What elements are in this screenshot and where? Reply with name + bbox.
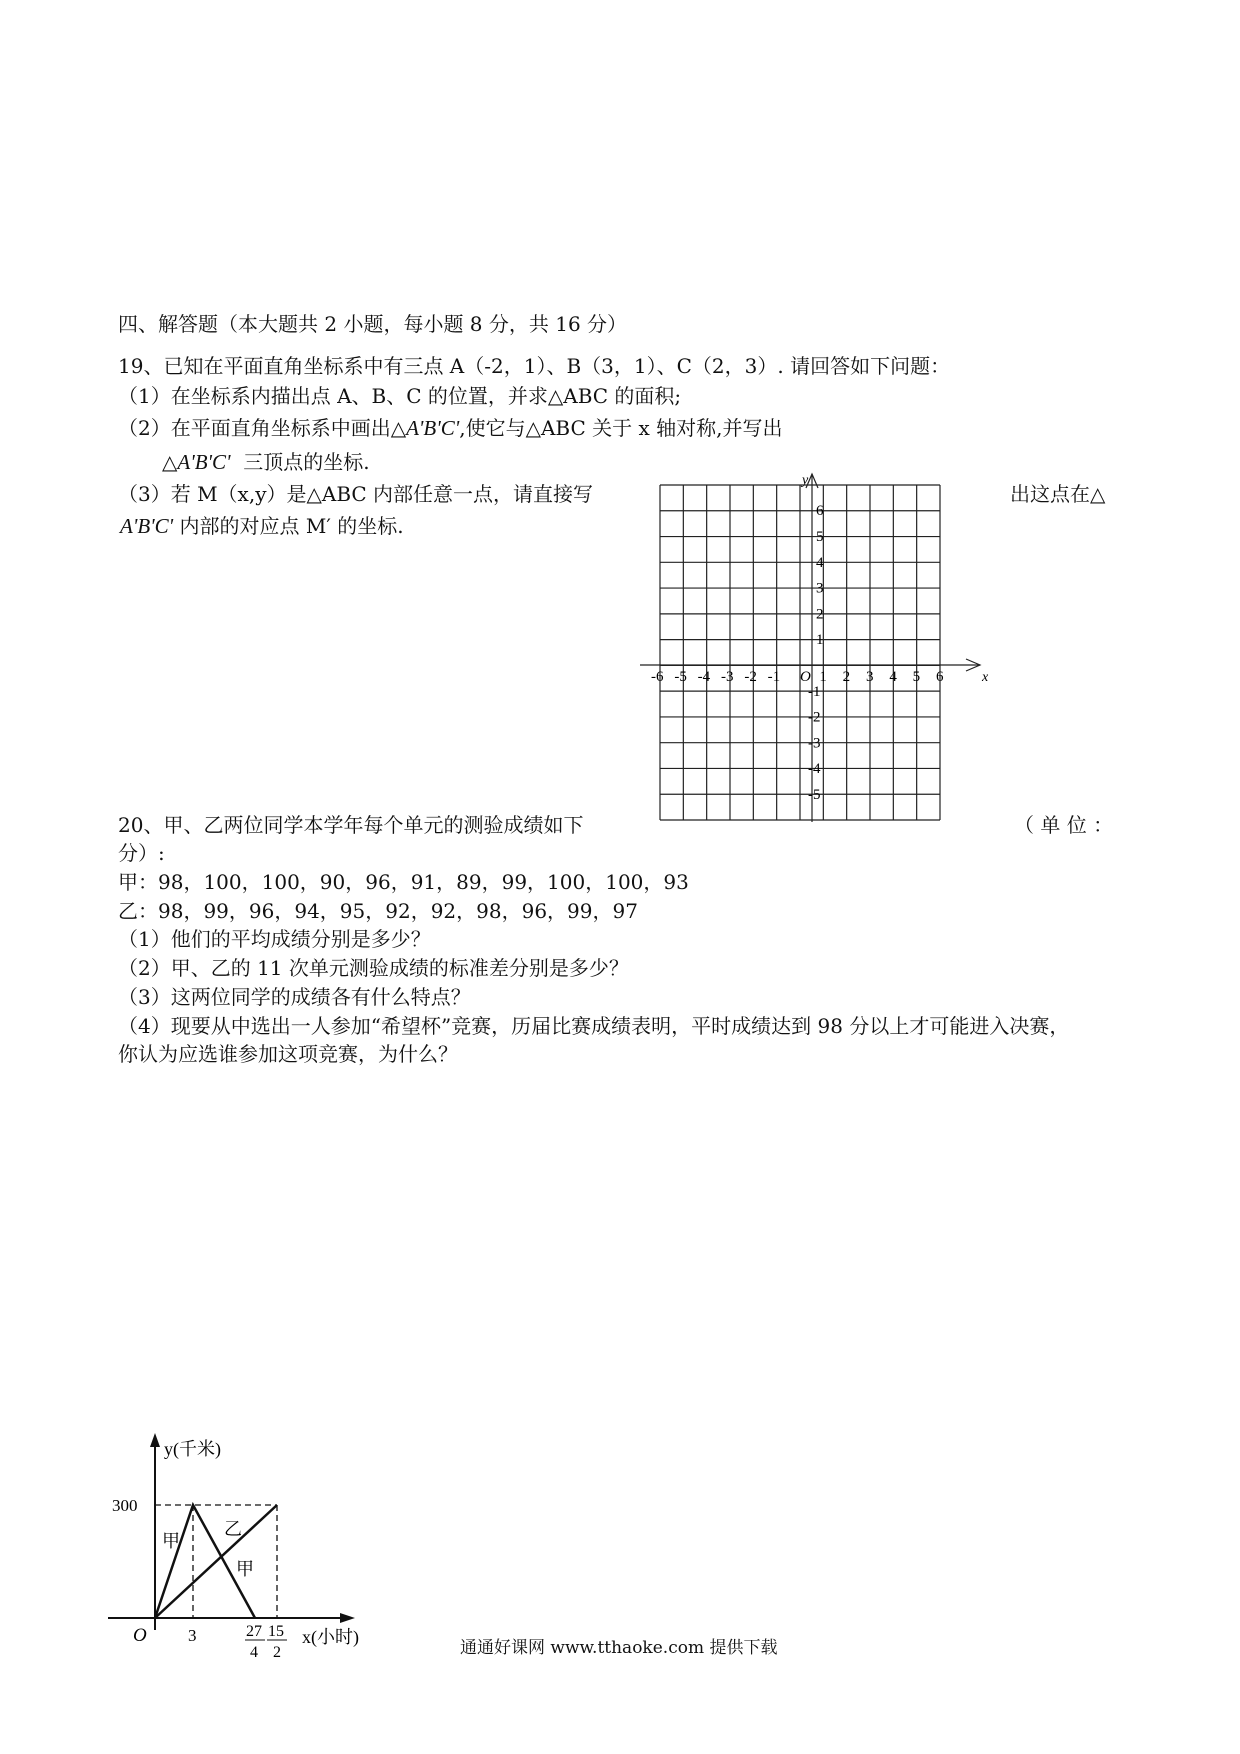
x-tick-label: 1: [819, 669, 827, 685]
q19-part2: [118, 415, 783, 441]
y-axis-label: y: [802, 473, 809, 488]
q20-unit-right: （ 单 位 ：: [1014, 813, 1114, 837]
q19-stem: 19、已知在平面直角坐标系中有三点 A（-2，1）、B（3，1）、C（2，3）. 请回答如下问题：: [118, 354, 951, 378]
y-tick-label: 5: [816, 529, 824, 545]
q19-part2-text-c: △: [162, 450, 178, 474]
x-axis-label: x(小时): [302, 1627, 359, 1647]
footer-credit: 通通好课网 www.tthaoke.com 提供下载: [460, 1638, 778, 1658]
distance-time-graph: [100, 1425, 390, 1661]
y-tick-label: 1: [816, 632, 824, 649]
x-tick-label: -2: [744, 669, 757, 685]
y-tick-label: 2: [816, 606, 824, 623]
x-tick-label: -3: [721, 669, 734, 685]
origin-label: O: [800, 669, 811, 685]
q20-part4: （4）现要从中选出一人参加“希望杯”竞赛，历届比赛成绩表明，平时成绩达到 98 分以上才可能进入决赛，: [118, 1014, 1070, 1038]
q20-part4-line2: 你认为应选谁参加这项竞赛，为什么？: [118, 1042, 458, 1066]
label-jia-1: 甲: [162, 1531, 180, 1551]
q20-scores-jia: 甲：98，100，100，90，96，91，89，99，100，100，93: [118, 870, 689, 894]
q19-part2-text-a: （2）在平面直角坐标系中画出△: [118, 416, 407, 440]
label-jia-2: 甲: [236, 1559, 254, 1579]
y-tick-label: 6: [816, 503, 824, 520]
q20-part3: （3）这两位同学的成绩各有什么特点？: [118, 985, 471, 1009]
y-tick-label: -1: [808, 683, 821, 700]
x-tick-label: -5: [674, 669, 687, 685]
y-tick-label: -2: [808, 709, 821, 726]
y-axis-label: y(千米): [164, 1439, 221, 1459]
x-tick-label: -6: [651, 669, 664, 685]
q19-part2-text-b: ,使它与△ABC 关于 x 轴对称,并写出: [459, 416, 783, 440]
q19-part3-text-b: 内部的对应点 M′ 的坐标.: [179, 514, 404, 538]
triangle-label: A'B'C': [120, 514, 174, 538]
q19-part2-text-d: 三顶点的坐标.: [243, 450, 370, 474]
y-tick-label: -4: [808, 761, 821, 778]
x-tick-label: 3: [866, 669, 874, 685]
x-tick-15-den: 2: [273, 1644, 281, 1661]
y-tick-label: -3: [808, 735, 821, 752]
q20-unit-end: 分）:: [118, 841, 165, 865]
origin-label: O: [133, 1625, 147, 1646]
coordinate-grid: [640, 470, 1000, 830]
q19-part3-line2: [120, 513, 404, 539]
y-tick-label: 4: [816, 554, 824, 571]
y-tick-label: -5: [808, 787, 821, 803]
x-tick-label: 6: [936, 669, 944, 685]
q19-part2-line2: [162, 449, 370, 475]
q19-part3-right: 出这点在△: [1010, 482, 1106, 506]
label-yi: 乙: [224, 1519, 242, 1539]
x-tick-27-num: 27: [246, 1623, 262, 1640]
q20-scores-yi: 乙：98，99，96，94，95，92，92，98，96，99，97: [118, 899, 638, 923]
x-tick-label: 2: [842, 669, 851, 685]
y-tick-300: 300: [112, 1496, 138, 1515]
x-tick-label: 4: [889, 669, 897, 685]
section-title: 四、解答题（本大题共 2 小题，每小题 8 分，共 16 分）: [118, 312, 628, 336]
q19-part3: （3）若 M（x,y）是△ABC 内部任意一点，请直接写: [118, 482, 594, 506]
q19-part1: （1）在坐标系内描出点 A、B、C 的位置，并求△ABC 的面积;: [118, 384, 682, 408]
x-tick-15-num: 15: [268, 1623, 284, 1640]
x-axis-label: x: [982, 670, 989, 685]
x-tick-label: 5: [912, 669, 921, 685]
x-tick-label: -1: [767, 669, 781, 685]
triangle-label: A'B'C': [406, 416, 460, 440]
x-tick-label: -4: [697, 669, 711, 685]
q20-part1: （1）他们的平均成绩分别是多少？: [118, 927, 431, 951]
q20-stem: 20、甲、乙两位同学本学年每个单元的测验成绩如下: [118, 813, 584, 837]
x-tick-3: 3: [188, 1626, 197, 1645]
q20-part2: （2）甲、乙的 11 次单元测验成绩的标准差分别是多少？: [118, 956, 629, 980]
triangle-label: A'B'C': [177, 450, 231, 474]
x-tick-27-den: 4: [250, 1644, 258, 1661]
y-tick-label: 3: [816, 580, 824, 597]
y-axis-arrow: [150, 1433, 160, 1447]
x-axis-arrow: [340, 1613, 355, 1623]
